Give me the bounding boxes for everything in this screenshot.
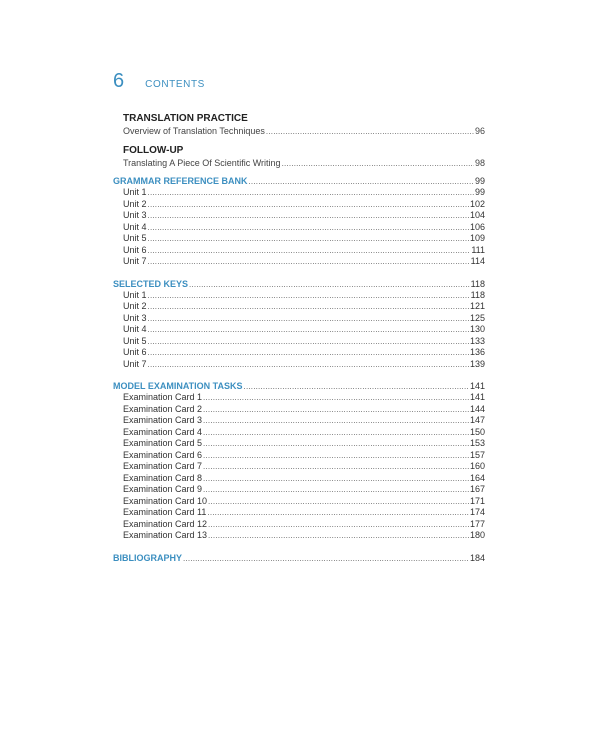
toc-entry[interactable] xyxy=(123,347,485,359)
toc-entry-label: Unit 4 xyxy=(123,221,147,232)
leader-dots xyxy=(148,233,469,245)
toc-entry-page: 180 xyxy=(469,530,485,540)
leader-dots xyxy=(148,324,469,336)
toc-entry[interactable] xyxy=(123,496,485,508)
toc-entry-page: 157 xyxy=(469,449,485,460)
toc-entry-label: Examination Card 4 xyxy=(123,426,203,437)
toc-entry[interactable] xyxy=(123,199,485,211)
leader-dots xyxy=(207,507,469,519)
toc-entry[interactable] xyxy=(123,359,485,371)
toc-entry-page: 136 xyxy=(469,347,485,357)
page-number: 6 xyxy=(113,70,125,92)
toc-entry[interactable] xyxy=(123,519,485,531)
toc-entry-page: 111 xyxy=(471,244,485,255)
leader-dots xyxy=(203,473,469,485)
toc-entry-page: 164 xyxy=(469,472,485,483)
leader-dots xyxy=(148,199,469,211)
toc-entry-label: Overview of Translation Techniques xyxy=(123,126,265,136)
toc-entry-label: Unit 1 xyxy=(123,187,147,197)
toc-entry-label: Unit 5 xyxy=(123,233,147,243)
toc-entry[interactable] xyxy=(123,256,485,268)
toc-entry-page: 147 xyxy=(469,415,485,425)
toc-entry[interactable] xyxy=(123,438,485,450)
toc-entry[interactable] xyxy=(123,484,485,496)
leader-dots xyxy=(183,553,469,565)
toc-entry-page: 104 xyxy=(469,210,485,220)
toc-entry-page: 99 xyxy=(474,187,485,197)
toc-entry-label: Examination Card 11 xyxy=(123,507,207,517)
toc-entry[interactable] xyxy=(123,461,485,473)
toc-entry[interactable] xyxy=(123,313,485,325)
leader-dots xyxy=(203,427,469,439)
leader-dots xyxy=(203,415,469,427)
toc-entry[interactable] xyxy=(123,415,485,427)
page-header xyxy=(113,70,205,93)
running-head: CONTENTS xyxy=(145,79,205,90)
toc-entry[interactable] xyxy=(123,233,485,245)
leader-dots xyxy=(148,359,469,371)
leader-dots xyxy=(203,438,469,450)
toc-entry[interactable] xyxy=(123,125,485,137)
toc-entry-page: 96 xyxy=(474,126,485,136)
toc-entry-page: 118 xyxy=(470,289,485,300)
toc-entry-label: Examination Card 9 xyxy=(123,484,203,494)
leader-dots xyxy=(148,347,469,359)
leader-dots xyxy=(148,336,469,348)
section-title-label: MODEL EXAMINATION TASKS xyxy=(113,381,243,391)
section-title-label: SELECTED KEYS xyxy=(113,278,189,289)
toc-entry-label: Unit 4 xyxy=(123,324,147,334)
toc-entry-label: Translating A Piece Of Scientific Writing xyxy=(123,158,281,168)
section-title-page: 184 xyxy=(469,552,485,563)
toc-entry[interactable] xyxy=(123,210,485,222)
toc-entry-page: 109 xyxy=(469,233,485,243)
toc-entry[interactable] xyxy=(123,427,485,439)
toc-entry[interactable] xyxy=(123,530,485,542)
toc-entry-label: Examination Card 12 xyxy=(123,518,208,529)
leader-dots xyxy=(203,404,469,416)
toc-entry-label: Examination Card 8 xyxy=(123,472,203,483)
toc-entry-page: 141 xyxy=(469,392,485,402)
toc-entry-label: Unit 3 xyxy=(123,312,147,323)
leader-dots xyxy=(266,126,474,138)
toc-entry-label: Examination Card 1 xyxy=(123,392,203,402)
toc-section-title[interactable] xyxy=(113,380,485,392)
toc-entry-label: Unit 2 xyxy=(123,198,147,209)
toc-entry[interactable] xyxy=(123,290,485,302)
leader-dots xyxy=(208,530,469,542)
section-title-page: 141 xyxy=(469,381,485,391)
toc-entry-label: Examination Card 5 xyxy=(123,438,203,448)
toc-entry[interactable] xyxy=(123,301,485,313)
toc-entry[interactable] xyxy=(123,404,485,416)
leader-dots xyxy=(208,519,469,531)
toc-entry-page: 139 xyxy=(469,358,485,369)
leader-dots xyxy=(203,461,469,473)
toc-entry-label: Unit 7 xyxy=(123,256,147,266)
toc-entry-page: 153 xyxy=(469,438,485,448)
section-title-page: 118 xyxy=(470,278,485,289)
toc-entry[interactable] xyxy=(123,324,485,336)
toc-subheading: TRANSLATION PRACTICE xyxy=(123,113,248,124)
leader-dots xyxy=(148,222,469,234)
toc-entry-label: Unit 1 xyxy=(123,289,147,300)
toc-entry[interactable] xyxy=(123,392,485,404)
toc-subheading: FOLLOW-UP xyxy=(123,145,184,156)
toc-entry-page: 167 xyxy=(469,484,485,494)
toc-entry-label: Examination Card 13 xyxy=(123,530,208,540)
toc-entry[interactable] xyxy=(123,507,485,519)
toc-entry[interactable] xyxy=(123,245,485,257)
toc-entry-label: Unit 5 xyxy=(123,335,147,346)
toc-entry[interactable] xyxy=(123,336,485,348)
leader-dots xyxy=(208,496,469,508)
toc-entry-page: 150 xyxy=(469,426,485,437)
toc-entry-label: Examination Card 10 xyxy=(123,495,208,506)
toc-section-title[interactable] xyxy=(113,552,485,564)
toc-entry-page: 144 xyxy=(469,403,485,414)
toc-entry-page: 130 xyxy=(469,324,485,334)
toc-entry-page: 177 xyxy=(469,518,485,529)
toc-entry[interactable] xyxy=(123,450,485,462)
toc-entry-label: Unit 6 xyxy=(123,347,147,357)
toc-entry-label: Examination Card 2 xyxy=(123,403,203,414)
leader-dots xyxy=(203,392,469,404)
toc-entry-label: Unit 7 xyxy=(123,358,147,369)
toc-entry-page: 171 xyxy=(469,495,485,506)
toc-entry-page: 106 xyxy=(469,221,485,232)
toc-entry-page: 160 xyxy=(469,461,485,471)
leader-dots xyxy=(148,187,474,199)
toc-entry-page: 114 xyxy=(470,256,485,266)
leader-dots xyxy=(148,290,470,302)
leader-dots xyxy=(148,256,470,268)
toc-entry-label: Examination Card 3 xyxy=(123,415,203,425)
toc-entry-label: Unit 2 xyxy=(123,301,147,311)
leader-dots xyxy=(148,313,469,325)
section-title-label: BIBLIOGRAPHY xyxy=(113,552,183,563)
toc-entry[interactable] xyxy=(123,187,485,199)
toc-section-title[interactable] xyxy=(113,175,485,187)
toc-entry-page: 102 xyxy=(469,198,485,209)
section-title-page: 99 xyxy=(474,176,485,186)
toc-entry-page: 125 xyxy=(469,312,485,323)
toc-section-title[interactable] xyxy=(113,278,485,290)
toc-entry-label: Unit 3 xyxy=(123,210,147,220)
leader-dots xyxy=(203,484,469,496)
toc-entry-label: Unit 6 xyxy=(123,244,147,255)
toc-entry-label: Examination Card 6 xyxy=(123,449,203,460)
toc-entry-page: 98 xyxy=(474,158,485,168)
leader-dots xyxy=(282,158,474,170)
leader-dots xyxy=(148,301,469,313)
toc-entry-page: 121 xyxy=(469,301,485,311)
toc-entry[interactable] xyxy=(123,157,485,169)
leader-dots xyxy=(148,210,469,222)
table-of-contents xyxy=(113,112,485,564)
toc-entry-page: 174 xyxy=(469,507,485,517)
toc-entry-page: 133 xyxy=(469,335,485,346)
leader-dots xyxy=(148,245,471,257)
leader-dots xyxy=(203,450,469,462)
toc-entry-label: Examination Card 7 xyxy=(123,461,203,471)
section-title-label: GRAMMAR REFERENCE BANK xyxy=(113,176,248,186)
toc-entry[interactable] xyxy=(123,222,485,234)
toc-entry[interactable] xyxy=(123,473,485,485)
